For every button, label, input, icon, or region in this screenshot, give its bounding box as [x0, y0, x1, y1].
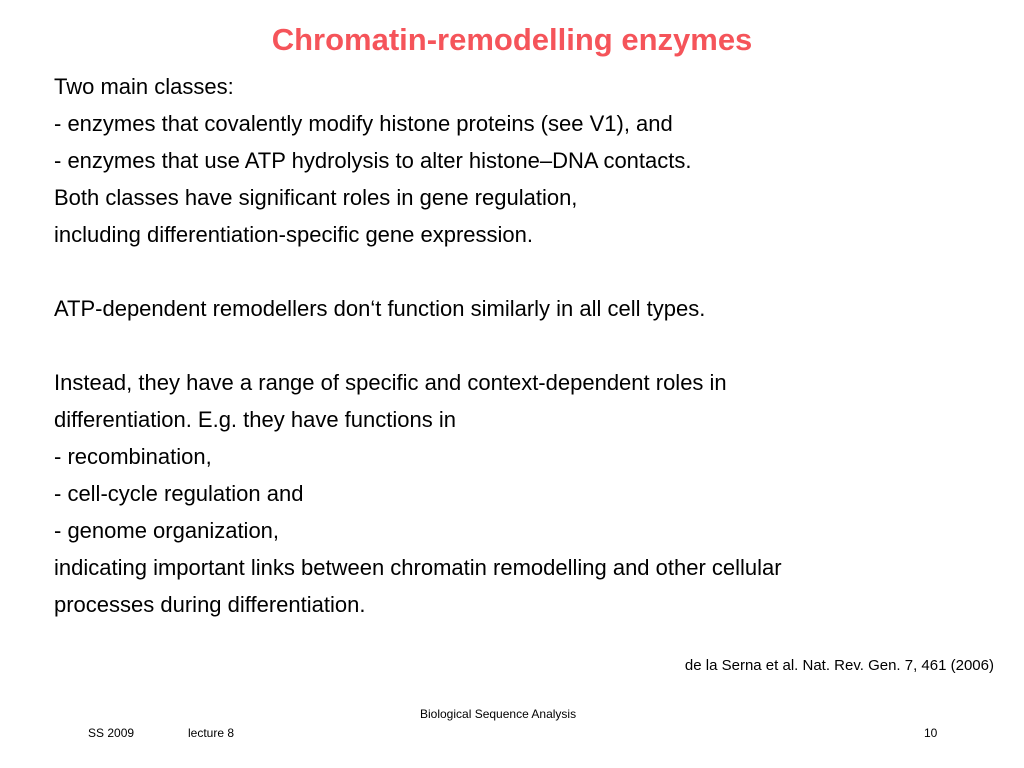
body-line: indicating important links between chromatin remodelling and other cellular [54, 555, 782, 580]
body-line-blank [54, 327, 994, 364]
body-line: Two main classes: [54, 74, 234, 99]
body-line: - recombination, [54, 444, 212, 469]
body-line: Instead, they have a range of specific and context-dependent roles in [54, 370, 727, 395]
slide-title: Chromatin-remodelling enzymes [271, 22, 753, 57]
footer-lecture: lecture 8 [188, 726, 235, 740]
body-line: - cell-cycle regulation and [54, 481, 304, 506]
footer-semester: SS 2009 [88, 726, 135, 740]
body-line: processes during differentiation. [54, 592, 366, 617]
body-line: - enzymes that use ATP hydrolysis to alter histone–DNA contacts. [54, 148, 692, 173]
body-line: differentiation. E.g. they have functions in [54, 407, 456, 432]
slide-body [54, 68, 994, 623]
body-line: Both classes have significant roles in gene regulation, [54, 185, 578, 210]
body-line-blank [54, 253, 994, 290]
citation: de la Serna et al. Nat. Rev. Gen. 7, 461 (2006) [684, 657, 994, 674]
body-line: - genome organization, [54, 518, 280, 543]
body-line: ATP-dependent remodellers don‘t function similarly in all cell types. [54, 296, 706, 321]
footer-page-number: 10 [924, 726, 938, 740]
body-line: - enzymes that covalently modify histone proteins (see V1), and [54, 111, 673, 136]
footer-course-title: Biological Sequence Analysis [420, 707, 577, 721]
body-line: including differentiation-specific gene expression. [54, 222, 533, 247]
